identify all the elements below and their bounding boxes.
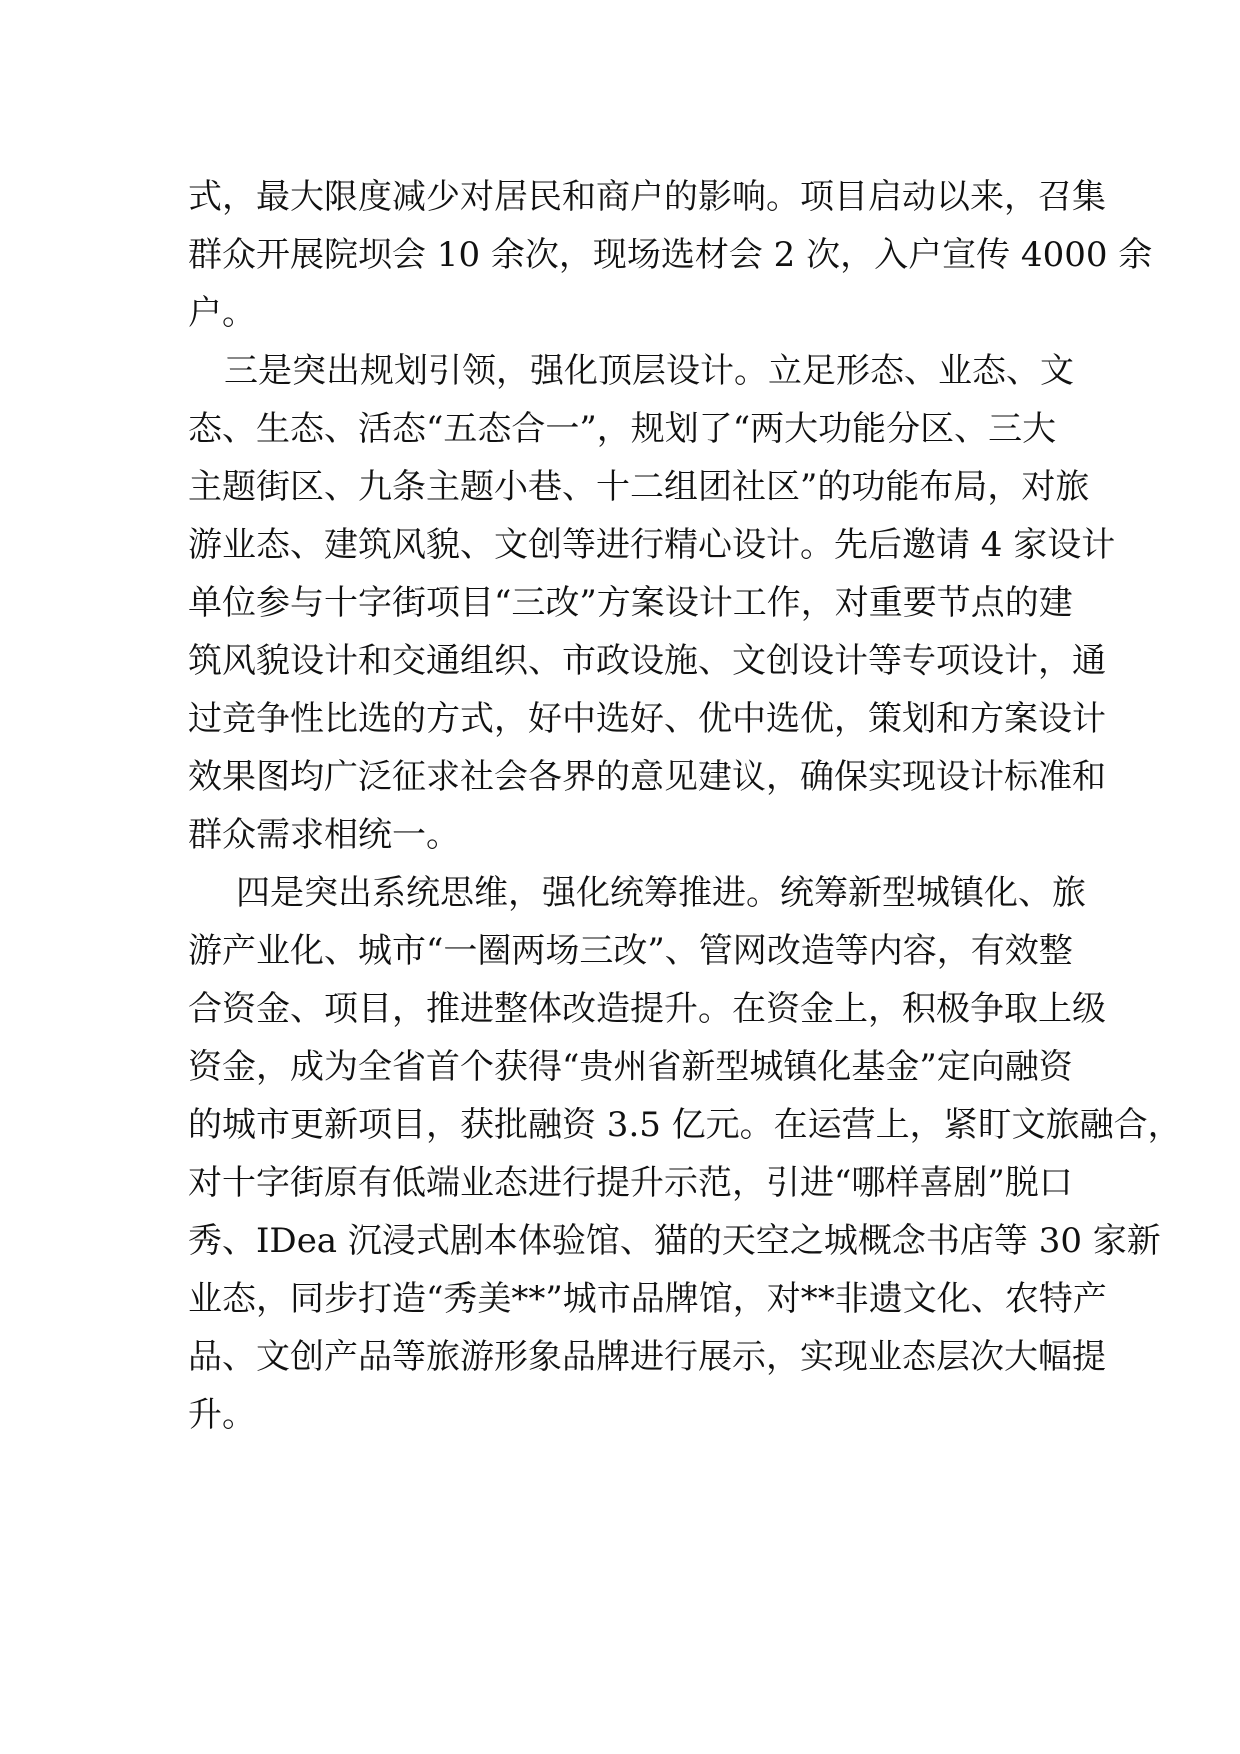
text-line: 群众需求相统一。 — [188, 815, 460, 855]
text-line: 品、文创产品等旅游形象品牌进行展示，实现业态层次大幅提 — [188, 1337, 1106, 1377]
text-line: 的城市更新项目，获批融资 3.5 亿元。在运营上，紧盯文旅融合， — [188, 1105, 1182, 1145]
text-line: 业态，同步打造“秀美**”城市品牌馆，对**非遗文化、农特产 — [188, 1279, 1107, 1319]
text-line: 合资金、项目，推进整体改造提升。在资金上，积极争取上级 — [188, 989, 1106, 1029]
text-line: 游产业化、城市“一圈两场三改”、管网改造等内容，有效整 — [188, 931, 1073, 971]
paragraph-start-line: 四是突出系统思维，强化统筹推进。统筹新型城镇化、旅 — [236, 873, 1086, 913]
text-line: 单位参与十字街项目“三改”方案设计工作，对重要节点的建 — [188, 583, 1073, 623]
text-line: 资金，成为全省首个获得“贵州省新型城镇化基金”定向融资 — [188, 1047, 1073, 1087]
text-line: 态、生态、活态“五态合一”，规划了“两大功能分区、三大 — [188, 409, 1057, 449]
text-line: 升。 — [188, 1395, 256, 1435]
paragraph-start-line: 三是突出规划引领，强化顶层设计。立足形态、业态、文 — [224, 351, 1074, 391]
text-line: 筑风貌设计和交通组织、市政设施、文创设计等专项设计，通 — [188, 641, 1106, 681]
text-line: 对十字街原有低端业态进行提升示范，引进“哪样喜剧”脱口 — [188, 1163, 1073, 1203]
text-line: 游业态、建筑风貌、文创等进行精心设计。先后邀请 4 家设计 — [188, 525, 1116, 565]
text-line: 效果图均广泛征求社会各界的意见建议，确保实现设计标准和 — [188, 757, 1106, 797]
text-line: 群众开展院坝会 10 余次，现场选材会 2 次，入户宣传 4000 余 — [188, 235, 1153, 275]
text-line: 主题街区、九条主题小巷、十二组团社区”的功能布局，对旅 — [188, 467, 1090, 507]
text-line: 过竞争性比选的方式，好中选好、优中选优，策划和方案设计 — [188, 699, 1106, 739]
text-line: 秀、IDea 沉浸式剧本体验馆、猫的天空之城概念书店等 30 家新 — [188, 1221, 1161, 1261]
text-line: 式，最大限度减少对居民和商户的影响。项目启动以来，召集 — [188, 177, 1106, 217]
text-line: 户。 — [188, 293, 256, 333]
